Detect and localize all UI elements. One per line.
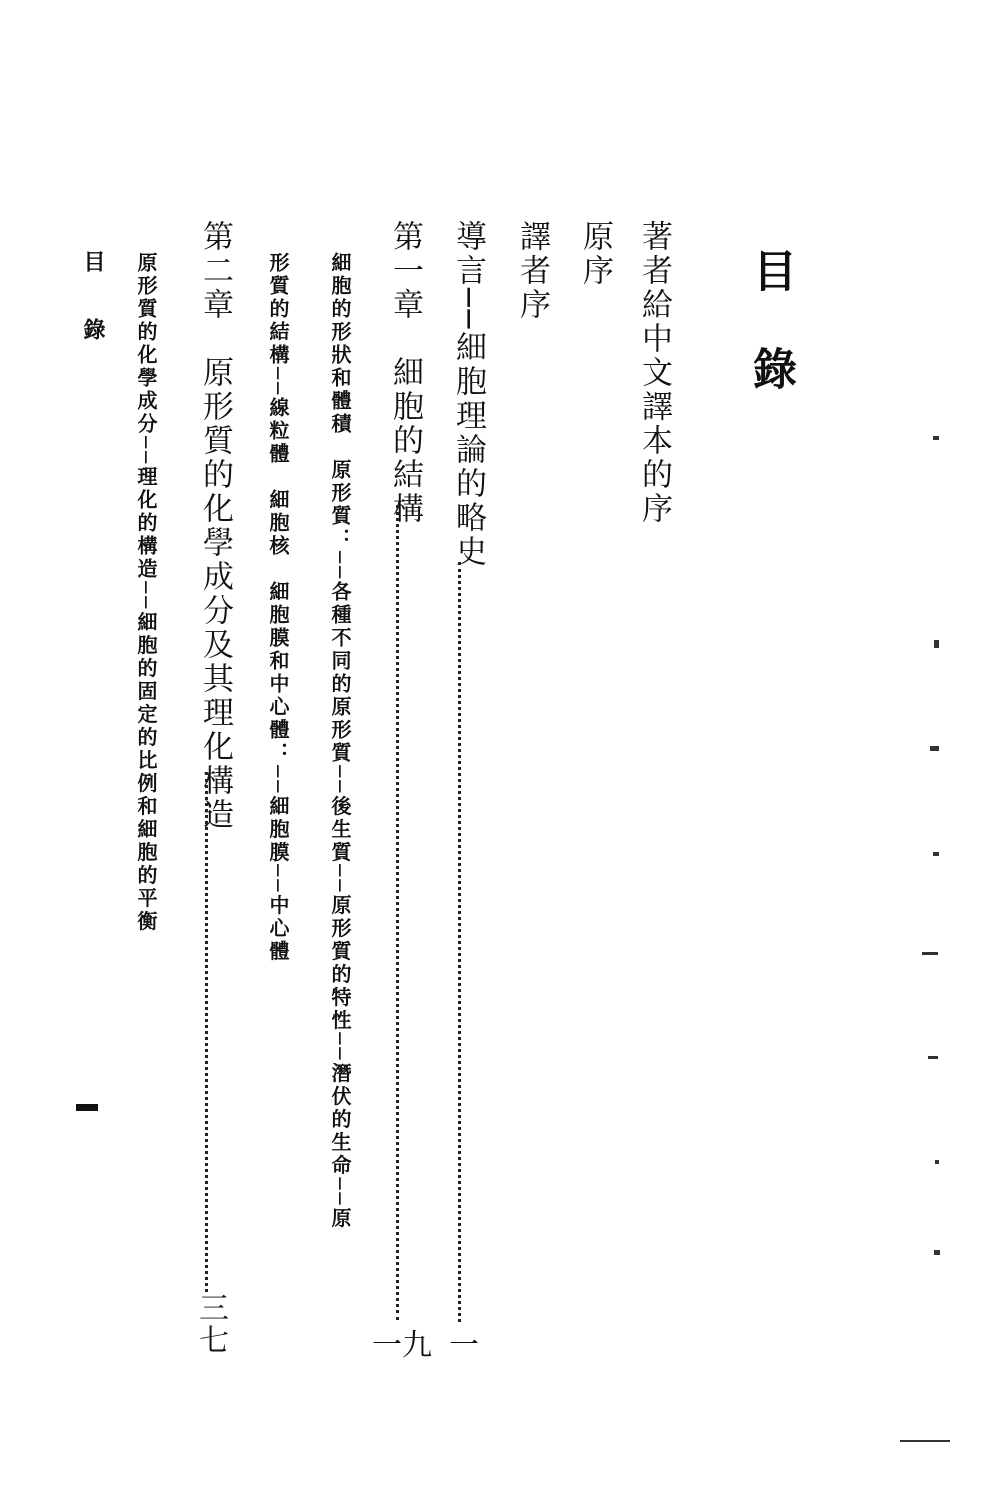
toc-subentry: 原形質的化學成分──理化的構造──細胞的固定的比例和細胞的平衡 bbox=[134, 252, 158, 934]
scan-speck bbox=[930, 746, 939, 751]
scan-speck bbox=[935, 1160, 939, 1164]
page-title: 目錄 bbox=[745, 248, 796, 444]
page-number: 三七 bbox=[193, 1292, 228, 1356]
scan-speck bbox=[933, 436, 939, 440]
toc-entry-original-preface: 原序 bbox=[577, 220, 613, 288]
folio-mark bbox=[76, 1104, 98, 1111]
scan-speck bbox=[928, 1056, 938, 1059]
scan-speck bbox=[900, 1440, 950, 1442]
scan-speck bbox=[934, 640, 939, 648]
toc-entry-introduction: 導言──細胞理論的略史 bbox=[450, 220, 486, 570]
toc-entry-chapter-1: 第一章 細胞的結構 bbox=[387, 220, 423, 526]
toc-subentry: 形質的結構──線粒體 細胞核 細胞膜和中心體：──細胞膜──中心體 bbox=[266, 252, 290, 964]
scan-speck bbox=[934, 1250, 940, 1255]
running-head: 目錄 bbox=[80, 250, 106, 386]
scan-speck bbox=[933, 852, 939, 856]
toc-entry-translator-preface: 譯者序 bbox=[514, 220, 550, 322]
scan-speck bbox=[922, 952, 938, 955]
toc-subentry: 細胞的形狀和體積 原形質：──各種不同的原形質──後生質──原形質的特性──潛伏的生命──原 bbox=[328, 252, 352, 1231]
dot-leader bbox=[396, 505, 405, 1320]
page-number: 一九 bbox=[372, 1328, 432, 1363]
toc-entry-chapter-2: 第二章 原形質的化學成分及其理化構造 bbox=[197, 220, 233, 832]
page-number: 一 bbox=[449, 1328, 479, 1363]
dot-leader bbox=[458, 562, 467, 1322]
toc-entry-author-preface: 著者給中文譯本的序 bbox=[636, 220, 672, 526]
dot-leader bbox=[205, 772, 214, 1292]
